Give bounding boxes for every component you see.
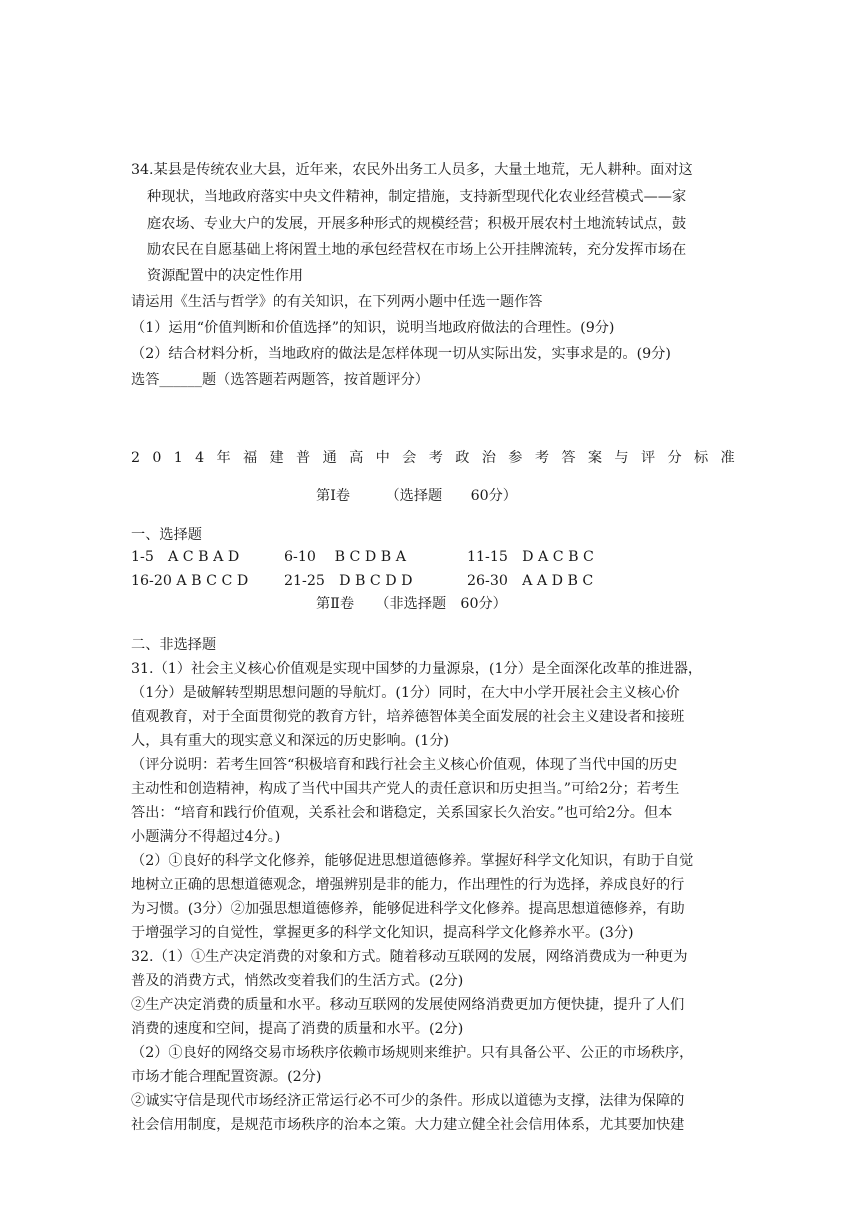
q34-subquestion-2: （2）结合材料分析，当地政府的做法是怎样体现一切从实际出发，实事求是的。(9分)	[131, 346, 671, 362]
q34-line-1: 34.某县是传统农业大县，近年来，农民外出务工人员多，大量土地荒，无人耕种。面对这	[131, 162, 693, 178]
mc-answer-1-5: 1-5 A C B A D	[131, 549, 240, 565]
section-2-heading: 二、非选择题	[131, 637, 217, 653]
title-char: 2	[131, 450, 141, 466]
answer-line: 市场才能合理配置资源。(2分)	[131, 1069, 322, 1085]
title-char: 普	[296, 450, 311, 466]
title-char: 与	[614, 450, 629, 466]
answer-key-title	[131, 449, 735, 467]
q34-line-3: 庭农场、专业大户的发展，开展多种形式的规模经营；积极开展农村土地流转试点，鼓	[147, 216, 687, 232]
mc-answer-6-10: 6-10 B C D B A	[284, 549, 406, 565]
answer-line: ②诚实守信是现代市场经济正常运行必不可少的条件。形成以道德为支撑，法律为保障的	[131, 1093, 685, 1109]
title-char: 分	[667, 450, 682, 466]
mc-answer-11-15: 11-15 D A C B C	[467, 549, 594, 565]
answer-line: 小题满分不得超过4分。)	[131, 829, 281, 845]
answer-line: 32.（1）①生产决定消费的对象和方式。随着移动互联网的发展，网络消费成为一种更为	[131, 949, 688, 965]
title-char: 考	[428, 450, 443, 466]
volume-1-heading: 第Ⅰ卷 （选择题 60分）	[316, 488, 517, 504]
mc-answer-21-25: 21-25 D B C D D	[284, 573, 413, 589]
answer-line: 答出：“培育和践行价值观，关系社会和谐稳定，关系国家长久治安。”也可给2分。但本	[131, 805, 673, 821]
q34-line-2: 种现状，当地政府落实中央文件精神，制定措施，支持新型现代化农业经营模式——家	[147, 189, 687, 205]
answer-line: 于增强学习的自觉性，掌握更多的科学文化知识，提高科学文化修养水平。(3分)	[131, 925, 634, 941]
title-char: 高	[349, 450, 364, 466]
title-char: 案	[587, 450, 603, 466]
section-1-heading: 一、选择题	[131, 527, 202, 543]
q34-instruction: 请运用《生活与哲学》的有关知识，在下列两小题中任选一题作答	[131, 294, 543, 310]
answer-line: 主动性和创造精神，构成了当代中国共产党人的责任意识和历史担当。”可给2分；若考生	[131, 781, 680, 797]
answer-line: 为习惯。(3分）②加强思想道德修养，能够促进科学文化修养。提高思想道德修养，有助	[131, 901, 685, 917]
q34-subquestion-1: （1）运用“价值判断和价值选择”的知识，说明当地政府做法的合理性。(9分)	[131, 320, 615, 336]
title-char: 治	[481, 450, 496, 466]
title-char: 年	[216, 450, 231, 466]
answer-line: （2）①良好的科学文化修养，能够促进思想道德修养。掌握好科学文化知识，有助于自觉	[131, 853, 694, 869]
title-char: 考	[534, 450, 550, 466]
answer-line: （评分说明：若考生回答“积极培育和践行社会主义核心价值观，体现了当代中国的历史	[131, 757, 678, 773]
mc-answer-16-20: 16-20 A B C C D	[131, 573, 249, 589]
title-char: 会	[402, 450, 417, 466]
answer-line: 社会信用制度，是规范市场秩序的治本之策。大力建立健全社会信用体系，尤其要加快建	[131, 1117, 685, 1133]
q34-line-5: 资源配置中的决定性作用	[147, 268, 304, 284]
mc-answer-26-30: 26-30 A A D B C	[467, 573, 594, 589]
title-char: 政	[455, 450, 470, 466]
title-char: 准	[720, 450, 735, 466]
title-char: 参	[508, 450, 523, 466]
answer-line: 地树立正确的思想道德观念，增强辨别是非的能力，作出理性的行为选择，养成良好的行	[131, 877, 685, 893]
answer-line: （1分）是破解转型期思想问题的导航灯。(1分）同时，在大中小学开展社会主义核心价	[131, 685, 680, 701]
answer-line: 人，具有重大的现实意义和深远的历史影响。(1分)	[131, 733, 450, 749]
answer-line: （2）①良好的网络交易市场秩序依赖市场规则来维护。只有具备公平、公正的市场秩序，	[131, 1045, 694, 1061]
title-char: 1	[173, 450, 183, 466]
volume-2-heading: 第Ⅱ卷 （非选择题 60分）	[316, 596, 507, 612]
q34-choice-note: 选答______题（选答题若两题答，按首题评分）	[131, 372, 429, 388]
title-char: 0	[152, 450, 162, 466]
title-char: 评	[640, 450, 656, 466]
answer-line: 31.（1）社会主义核心价值观是实现中国梦的力量源泉，(1分）是全面深化改革的推进器，	[131, 661, 703, 677]
title-char: 中	[375, 450, 390, 466]
title-char: 标	[694, 450, 709, 466]
title-char: 4	[195, 450, 205, 466]
title-char: 通	[322, 450, 337, 466]
answer-line: ②生产决定消费的质量和水平。移动互联网的发展使网络消费更加方便快捷，提升了人们	[131, 997, 685, 1013]
answer-line: 消费的速度和空间，提高了消费的质量和水平。(2分)	[131, 1021, 464, 1037]
title-char: 福	[242, 450, 258, 466]
title-char: 建	[269, 450, 284, 466]
answer-line: 普及的消费方式，悄然改变着我们的生活方式。(2分)	[131, 973, 464, 989]
answer-line: 值观教育，对于全面贯彻党的教育方针，培养德智体美全面发展的社会主义建设者和接班	[131, 709, 685, 725]
title-char: 答	[561, 450, 576, 466]
q34-line-4: 励农民在自愿基础上将闲置土地的承包经营权在市场上公开挂牌流转，充分发挥市场在	[147, 242, 687, 258]
